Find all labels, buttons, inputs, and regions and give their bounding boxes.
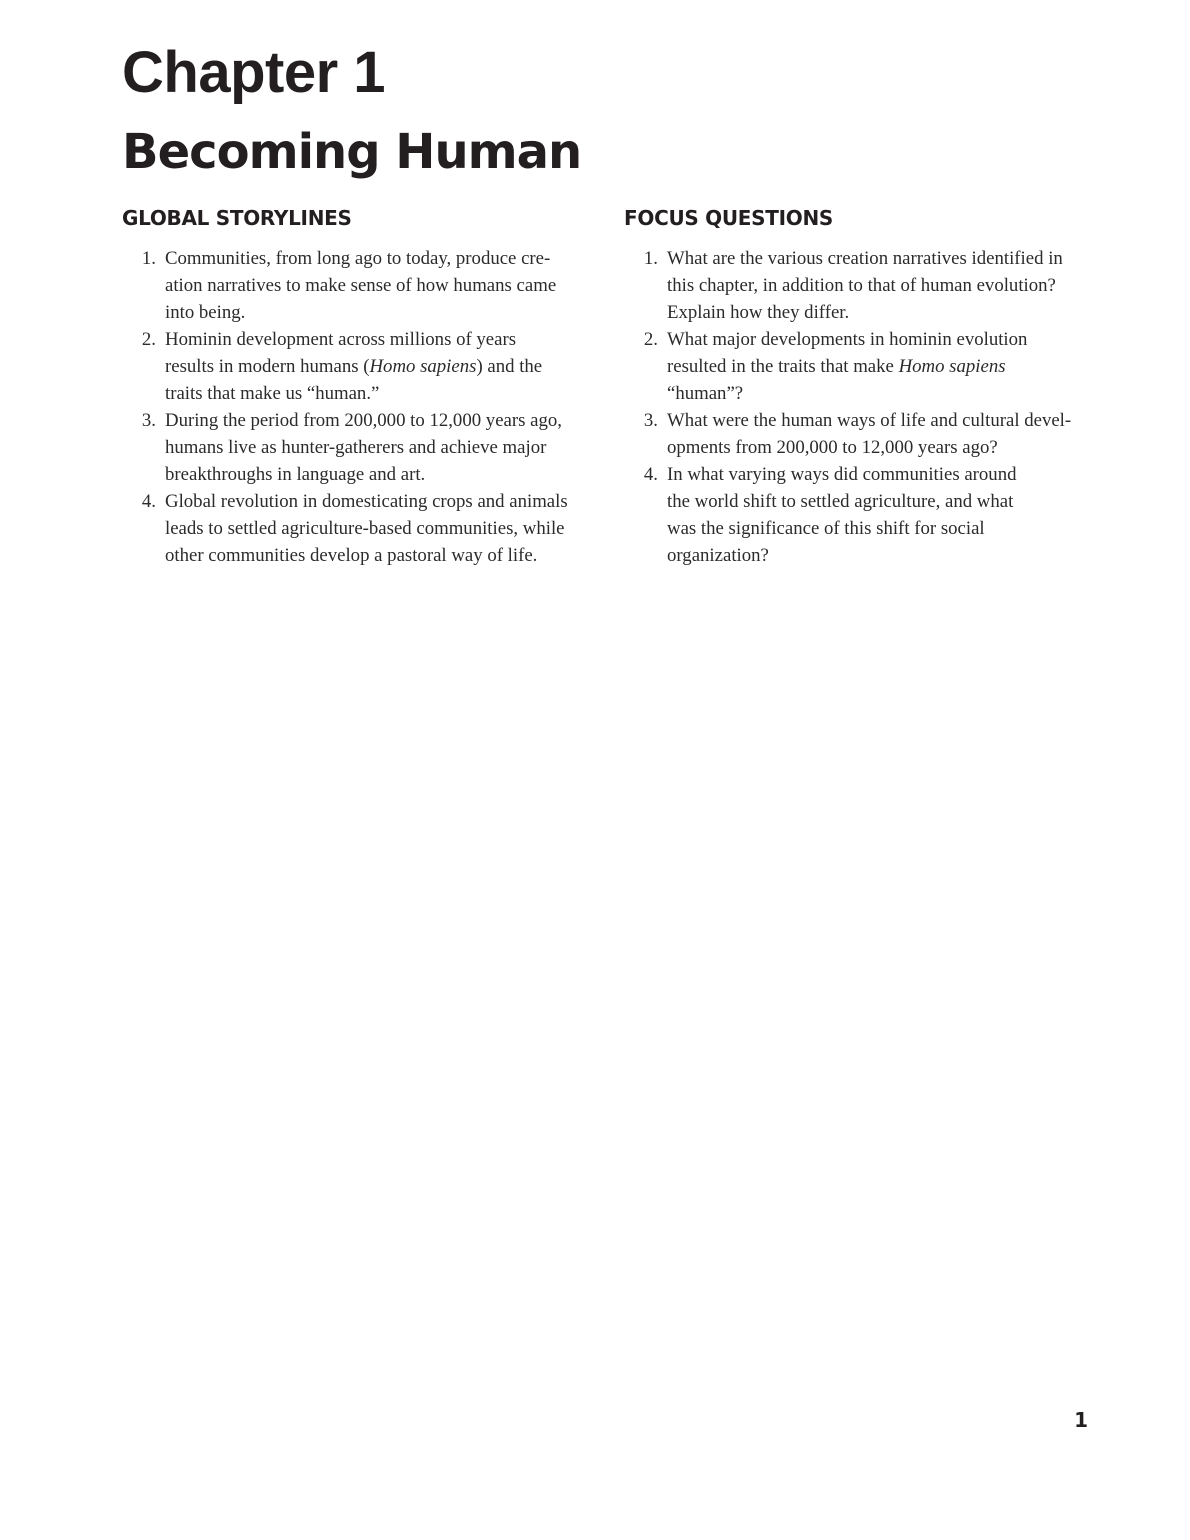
text-line: humans live as hunter-gatherers and achieve major xyxy=(165,437,547,458)
global-storylines-list xyxy=(122,245,592,569)
list-item xyxy=(122,245,592,326)
list-item-text xyxy=(156,245,592,326)
text-line: this chapter, in addition to that of human evolution? xyxy=(667,275,1056,296)
list-item-text xyxy=(156,326,592,407)
text-line xyxy=(165,353,592,380)
text-line: into being. xyxy=(165,302,246,323)
text-line: traits that make us “human.” xyxy=(165,383,380,404)
focus-questions-section xyxy=(624,203,1094,569)
list-item-number: 2. xyxy=(643,329,658,350)
italic-term: Homo sapiens xyxy=(898,356,1006,377)
text-line: Global revolution in domesticating crops and animals xyxy=(165,491,568,512)
list-item xyxy=(122,488,592,569)
list-item-text xyxy=(658,407,1094,461)
text-fragment: resulted in the traits that make xyxy=(667,356,894,377)
text-line: What are the various creation narratives identified in xyxy=(667,248,1063,269)
chapter-title: Becoming Human xyxy=(122,124,582,180)
list-item-text xyxy=(658,245,1094,326)
text-line: Hominin development across millions of years xyxy=(165,329,517,350)
list-item xyxy=(624,245,1094,326)
text-line xyxy=(667,353,1094,380)
list-item-text xyxy=(156,407,592,488)
text-line: ation narratives to make sense of how humans came xyxy=(165,275,557,296)
list-item-number: 3. xyxy=(643,410,658,431)
text-line: In what varying ways did communities around xyxy=(667,464,1017,485)
text-line: leads to settled agriculture-based communities, while xyxy=(165,518,565,539)
text-line: What major developments in hominin evolution xyxy=(667,329,1028,350)
global-storylines-heading: GLOBAL STORYLINES xyxy=(122,206,352,230)
list-item-text xyxy=(658,326,1094,407)
page-number: 1 xyxy=(1074,1408,1088,1432)
focus-questions-list xyxy=(624,245,1094,569)
italic-term: Homo sapiens xyxy=(369,356,477,377)
text-fragment: ) and the xyxy=(476,356,543,377)
list-item-number: 4. xyxy=(643,464,658,485)
text-line: “human”? xyxy=(667,383,744,404)
list-item-text xyxy=(156,488,592,569)
list-item xyxy=(624,461,1094,569)
list-item xyxy=(122,326,592,407)
chapter-label: Chapter 1 xyxy=(122,40,386,105)
text-line: organization? xyxy=(667,545,769,566)
text-line: Explain how they differ. xyxy=(667,302,850,323)
list-item xyxy=(624,326,1094,407)
text-line: During the period from 200,000 to 12,000 years ago, xyxy=(165,410,562,431)
text-line: was the significance of this shift for social xyxy=(667,518,985,539)
global-storylines-section xyxy=(122,203,592,569)
text-line: What were the human ways of life and cultural devel- xyxy=(667,410,1072,431)
list-item-number: 1. xyxy=(643,248,658,269)
list-item-text xyxy=(658,461,1094,569)
text-line: breakthroughs in language and art. xyxy=(165,464,426,485)
list-item-number: 3. xyxy=(141,410,156,431)
list-item xyxy=(122,407,592,488)
list-item xyxy=(624,407,1094,461)
list-item-number: 1. xyxy=(141,248,156,269)
text-line: opments from 200,000 to 12,000 years ago? xyxy=(667,437,998,458)
text-line: other communities develop a pastoral way of life. xyxy=(165,545,538,566)
text-line: the world shift to settled agriculture, and what xyxy=(667,491,1014,512)
text-line: Communities, from long ago to today, produce cre- xyxy=(165,248,551,269)
focus-questions-heading: FOCUS QUESTIONS xyxy=(624,206,833,230)
text-fragment: results in modern humans ( xyxy=(165,356,370,377)
list-item-number: 4. xyxy=(141,491,156,512)
list-item-number: 2. xyxy=(141,329,156,350)
